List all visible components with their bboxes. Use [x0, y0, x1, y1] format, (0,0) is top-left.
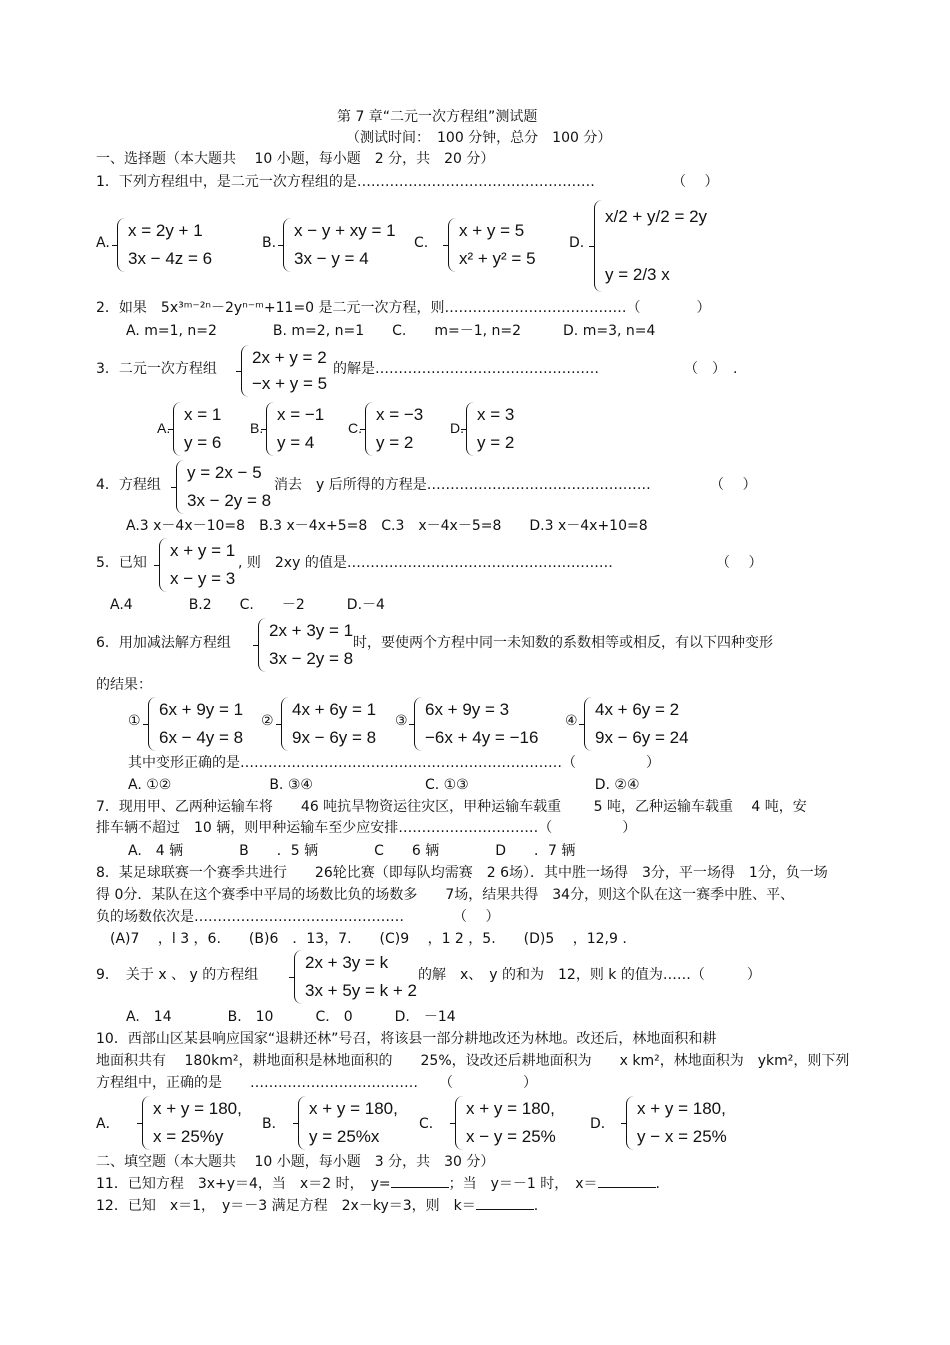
answer-paren: （ ） [716, 555, 763, 571]
section-choice-heading: 一、选择题（本大题共 10 小题，每小题 2 分，共 20 分） [96, 151, 495, 167]
equation-system [266, 402, 324, 456]
question-12 [96, 1197, 538, 1215]
equation: x + y = 5 [459, 221, 525, 240]
question-3-suffix: 的解是………………………………………… [333, 361, 599, 377]
option-label: D． [590, 1116, 615, 1132]
answer-paren: （ ） [672, 174, 719, 190]
equation-system [455, 1096, 556, 1150]
equation: y = 2x − 5 [187, 463, 262, 482]
equation: x = −1 [277, 405, 325, 424]
question-4-prefix: 4．方程组 [96, 477, 161, 493]
question-10-line-2: 地面积共有 180km²，耕地面积是林地面积的 25%，设改还后耕地面积为 x km²，林地面积为 ykm²，则下列 [96, 1053, 850, 1069]
equation: y = 6 [184, 433, 222, 452]
equation: x = 25%y [153, 1127, 224, 1146]
equation: x = 3 [477, 405, 515, 424]
question-10-line-1: 10．西部山区某县响应国家“退耕还林”号召，将该县一部分耕地改还为林地。改还后，林地面积和耕 [96, 1031, 717, 1047]
question-8-line-3: 负的场数依次是……………………………………… （ ） [96, 909, 500, 925]
equation: 2x + y = 2 [252, 348, 327, 367]
equation: −x + y = 5 [252, 374, 328, 393]
equation-system [159, 538, 235, 592]
question-7-line-2: 排车辆不超过 10 辆，则甲种运输车至少应安排…………………………（ ） [96, 820, 637, 836]
equation-system [281, 697, 376, 751]
equation: x − y = 3 [170, 569, 236, 588]
equation: x/2 + y/2 = 2y [605, 207, 708, 226]
question-10-line-3: 方程组中，正确的是 ……………………………… （ ） [96, 1075, 537, 1091]
variant-label: ① [128, 713, 141, 729]
equation: 3x − 2y = 8 [269, 649, 354, 668]
question-8-line-1: 8．某足球联赛一个赛季共进行 26轮比赛（即每队均需赛 2 6场）．其中胜一场得 3分，平一场得 1分，负一场 [96, 865, 828, 881]
equation: y − x = 25% [637, 1127, 727, 1146]
question-9-suffix: 的解 x、 y 的和为 12，则 k 的值为……（ ） [418, 967, 761, 983]
equation: x + y = 1 [170, 541, 236, 560]
option-label: A. [157, 420, 171, 436]
question-7-options: A. 4 辆 B ．5 辆 C 6 辆 D ．7 辆 [128, 843, 576, 859]
section-fill-heading: 二、填空题（本大题共 10 小题，每小题 3 分，共 30 分） [96, 1154, 495, 1170]
question-6-continuation: 的结果： [96, 677, 152, 693]
equation: 9x − 6y = 8 [292, 728, 377, 747]
question-11-part-2: ；当 y＝－1 时， x＝ [448, 1176, 598, 1192]
question-6-options: A. ①② B. ③④ C. ①③ D. ②④ [128, 777, 640, 793]
question-6-prefix: 6．用加减法解方程组 [96, 635, 231, 651]
equation-system [584, 697, 689, 751]
option-label: A． [96, 1116, 120, 1132]
answer-paren: （ ） . [684, 361, 738, 377]
equation: x² + y² = 5 [459, 249, 536, 268]
question-12-text: 12．已知 x＝1， y＝－3 满足方程 2x－ky＝3，则 k＝ [96, 1198, 476, 1214]
equation-system [176, 460, 271, 514]
equation: y = 2/3 x [605, 265, 670, 284]
equation: 3x − 4z = 6 [128, 249, 213, 268]
question-8-options: (A)7 ，l 3 ，6. (B)6 ．13，7. (C)9 ，1 2 ，5. (D)5 ，12,9 . [110, 931, 627, 947]
answer-blank[interactable] [391, 1175, 449, 1188]
equation: 6x + 9y = 3 [425, 700, 510, 719]
variant-label: ④ [565, 713, 578, 729]
option-label: B． [262, 1116, 286, 1132]
equation: 4x + 6y = 1 [292, 700, 377, 719]
equation-system [365, 402, 423, 456]
equation: 2x + 3y = k [305, 953, 389, 972]
equation-system [294, 950, 417, 1004]
equation-system [148, 697, 243, 751]
question-11-part-1: 11．已知方程 3x+y＝4，当 x＝2 时， y= [96, 1176, 391, 1192]
equation-system [241, 345, 327, 397]
question-5-prefix: 5．已知 [96, 555, 147, 571]
equation: y = 2 [376, 433, 414, 452]
equation: x + y = 180, [153, 1099, 242, 1118]
variant-label: ③ [395, 713, 408, 729]
question-11 [96, 1175, 660, 1193]
option-label: B. [250, 420, 264, 436]
equation-system [283, 218, 396, 272]
equation: x + y = 180, [466, 1099, 555, 1118]
page-title: 第 7 章“二元一次方程组”测试题 [337, 109, 538, 125]
equation: x + y = 180, [637, 1099, 726, 1118]
option-label: A. [96, 235, 110, 251]
question-2-options: A. m=1, n=2 B. m=2, n=1 C. m=－1, n=2 D. m=3, n=4 [126, 323, 656, 339]
option-label: C． [419, 1116, 443, 1132]
question-8-line-2: 得 0分．某队在这个赛季中平局的场数比负的场数多 7场，结果共得 34分，则这个队在这一赛季中胜、平、 [96, 887, 795, 903]
period: . [655, 1176, 660, 1192]
question-1: 1．下列方程组中，是二元一次方程组的是…………………………………………… [96, 174, 595, 190]
question-3-prefix: 3．二元一次方程组 [96, 361, 217, 377]
equation-system [414, 697, 538, 751]
question-4-suffix: 消去 y 后所得的方程是………………………………………… [274, 477, 651, 493]
answer-blank[interactable] [476, 1197, 534, 1210]
variant-label: ② [261, 713, 274, 729]
equation: y = 2 [477, 433, 515, 452]
equation: x + y = 180, [309, 1099, 398, 1118]
equation-system [466, 402, 514, 456]
equation: x = 1 [184, 405, 222, 424]
equation: 3x + 5y = k + 2 [305, 981, 417, 1000]
equation: x = 2y + 1 [128, 221, 203, 240]
option-label: C. [414, 235, 429, 251]
equation: x − y + xy = 1 [294, 221, 396, 240]
question-7-line-1: 7．现用甲、乙两种运输车将 46 吨抗旱物资运往灾区，甲种运输车载重 5 吨，乙种运输车载重 4 吨，安 [96, 799, 807, 815]
question-9-options: A. 14 B. 10 C. 0 D. －14 [126, 1009, 456, 1025]
period: . [533, 1198, 539, 1214]
equation: 6x + 9y = 1 [159, 700, 244, 719]
question-2: 2．如果 5x³ᵐ⁻²ⁿ－2yⁿ⁻ᵐ+11=0 是二元一次方程，则…………………………………（ ） [96, 300, 711, 316]
equation: 2x + 3y = 1 [269, 621, 354, 640]
equation-system [173, 402, 221, 456]
equation: 3x − 2y = 8 [187, 491, 272, 510]
equation: 9x − 6y = 24 [595, 728, 689, 747]
option-label: D. [569, 235, 585, 251]
question-6-suffix: 时，要使两个方程中同一未知数的系数相等或相反，有以下四种变形 [353, 635, 773, 651]
equation: 3x − y = 4 [294, 249, 369, 268]
equation-system [142, 1096, 242, 1150]
answer-paren: （ ） [710, 477, 757, 493]
option-label: B. [262, 235, 277, 251]
equation-system [298, 1096, 398, 1150]
question-5-suffix: , 则 2xy 的值是………………………………………………… [238, 555, 613, 571]
page-subtitle: （测试时间： 100 分钟，总分 100 分） [346, 130, 612, 146]
answer-blank[interactable] [598, 1175, 656, 1188]
equation: −6x + 4y = −16 [425, 728, 539, 747]
equation: 6x − 4y = 8 [159, 728, 244, 747]
equation-system [626, 1096, 727, 1150]
equation: x − y = 25% [466, 1127, 556, 1146]
question-5-options: A.4 B.2 C. －2 D.－4 [110, 597, 385, 613]
equation-system [117, 218, 212, 272]
option-label: C. [348, 420, 362, 436]
equation: y = 25%x [309, 1127, 380, 1146]
option-label: D. [450, 420, 464, 436]
question-4-options: A.3 x－4x－10=8 B.3 x－4x+5=8 C.3 x－4x－5=8 D.3 x－4x+10=8 [126, 518, 648, 534]
equation: y = 4 [277, 433, 315, 452]
equation-system [448, 218, 536, 272]
equation: x = −3 [376, 405, 424, 424]
equation: 4x + 6y = 2 [595, 700, 680, 719]
equation-system [594, 200, 707, 292]
question-9-prefix: 9． 关于 x 、 y 的方程组 [96, 967, 259, 983]
question-6-prompt: 其中变形正确的是……………………………………………………………（ ） [128, 755, 660, 771]
equation-system [258, 618, 353, 672]
